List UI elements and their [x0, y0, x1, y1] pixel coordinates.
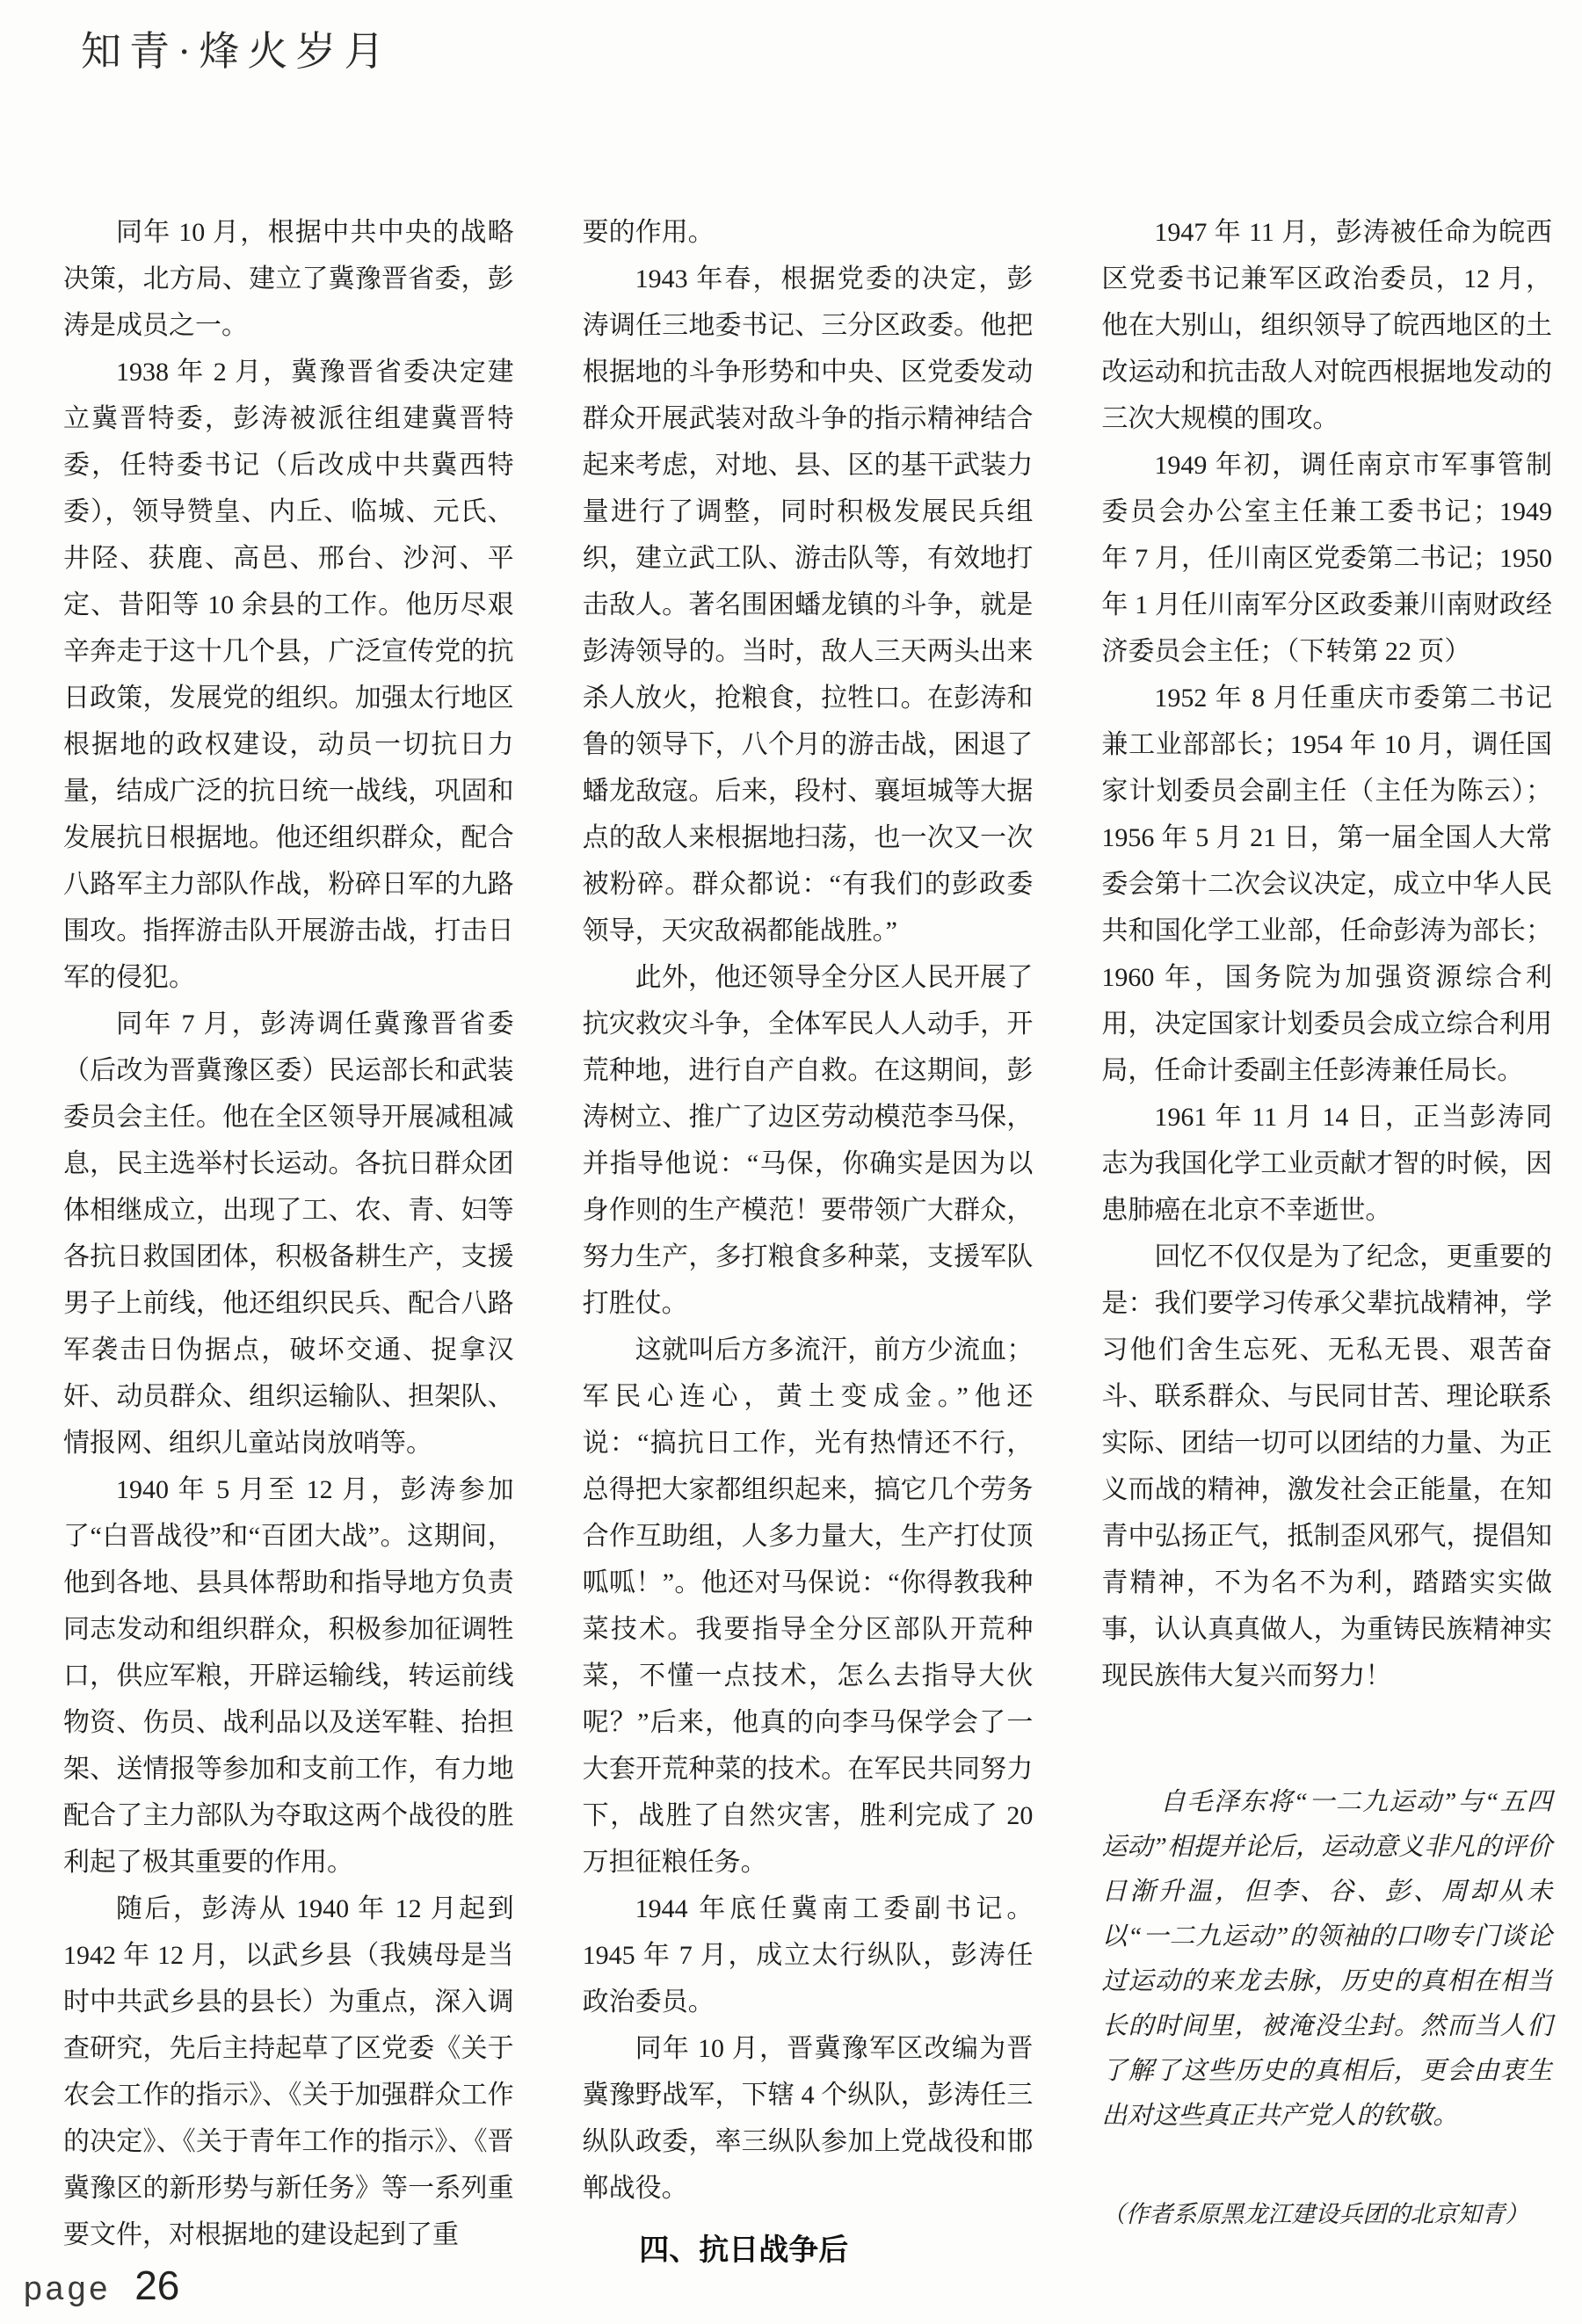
text-column: [1101, 209, 1552, 2274]
author-credit: （作者系原黑龙江建设兵团的北京知青）: [1101, 2201, 1529, 2227]
paragraph: 同年 7 月，彭涛调任冀豫晋省委（后改为晋冀豫区委）民运部长和武装委员会主任。他在全区领导开展减租减息，民主选举村长运动。各抗日群众团体相继成立，出现了工、农、青、妇等各抗日救国团体，积极备耕生产，支援男子上前线，他还组织民兵、配合八路军袭击日伪据点，破坏交通、捉拿汉奸、动员群众、组织运输队、担架队、情报网、组织儿童站岗放哨等。: [63, 1010, 514, 1458]
page-footer-label: page: [23, 2272, 111, 2310]
paragraph: 1944 年底任冀南工委副书记。1945 年 7 月，成立太行纵队，彭涛任政治委员。: [582, 1894, 1034, 2016]
paragraph: 自毛泽东将“一二九运动”与“五四运动”相提并论后，运动意义非凡的评价日渐升温，但李、谷、彭、周却从未以“一二九运动”的领袖的口吻专门谈论过运动的来龙去脉，历史的真相在相当长的时间里，被淹没尘封。然而当人们了解了这些历史的真相后，更会由衷生出对这些真正共产党人的钦敬。: [1101, 1788, 1553, 2130]
section-heading: 四、抗日战争后: [639, 2234, 849, 2267]
paragraph: 1938 年 2 月，冀豫晋省委决定建立冀晋特委，彭涛被派往组建冀晋特委，任特委书记（后改成中共冀西特委），领导赞皇、内丘、临城、元氏、井陉、获鹿、高邑、邢台、沙河、平定、昔阳等 10 余县的工作。他历尽艰辛奔走于这十几个县，广泛宣传党的抗日政策，发展党的组织。加强太行地区根据地的政权建设，动员一切抗日力量，结成广泛的抗日统一战线，巩固和发展抗日根据地。他还组织群众，配合八路军主力部队作战，粉碎日军的九路围攻。指挥游击队开展游击战，打击日军的侵犯。: [63, 358, 514, 992]
paragraph: 1952 年 8 月任重庆市委第二书记兼工业部部长；1954 年 10 月，调任国家计划委员会副主任（主任为陈云）；1956 年 5 月 21 日，第一届全国人大常委会第十二次会议决定，成立中华人民共和国化学工业部，任命彭涛为部长；1960 年，国务院为加强资源综合利用，决定国家计划委员会成立综合利用局，任命计委副主任彭涛兼任局长。: [1101, 684, 1553, 1085]
paragraph: 1961 年 11 月 14 日，正当彭涛同志为我国化学工业贡献才智的时候，因患肺癌在北京不幸逝世。: [1101, 1103, 1553, 1225]
page-footer: [23, 2262, 179, 2310]
paragraph: 回忆不仅仅是为了纪念，更重要的是：我们要学习传承父辈抗战精神，学习他们舍生忘死、无私无畏、艰苦奋斗、联系群众、与民同甘苦、理论联系实际、团结一切可以团结的力量、为正义而战的精神，激发社会正能量，在知青中弘扬正气，抵制歪风邪气，提倡知青精神，不为名不为利，踏踏实实做事，认认真真做人，为重铸民族精神实现民族伟大复兴而努力！: [1101, 1242, 1553, 1691]
text-column: [63, 209, 514, 2274]
paragraph: 随后，彭涛从 1940 年 12 月起到 1942 年 12 月，以武乡县（我姨母是当时中共武乡县的县长）为重点，深入调查研究，先后主持起草了区党委《关于农会工作的指示》、《关于加强群众工作的决定》、《关于青年工作的指示》、《晋冀豫区的新形势与新任务》等一系列重要文件，对根据地的建设起到了重: [63, 1894, 514, 2249]
page-header-title: 知青·烽火岁月: [81, 29, 393, 74]
paragraph: 此外，他还领导全分区人民开展了抗灾救灾斗争，全体军民人人动手，开荒种地，进行自产自救。在这期间，彭涛树立、推广了边区劳动模范李马保，并指导他说：“马保，你确实是因为以身作则的生产模范！要带领广大群众，努力生产，多打粮食多种菜，支援军队打胜仗。: [582, 963, 1034, 1318]
article-body: [63, 209, 1552, 2274]
page-number: 26: [134, 2262, 180, 2308]
paragraph: 1943 年春，根据党委的决定，彭涛调任三地委书记、三分区政委。他把根据地的斗争形势和中央、区党委发动群众开展武装对敌斗争的指示精神结合起来考虑，对地、县、区的基干武装力量进行了调整，同时积极发展民兵组织，建立武工队、游击队等，有效地打击敌人。著名围困蟠龙镇的斗争，就是彭涛领导的。当时，敌人三天两头出来杀人放火，抢粮食，拉牲口。在彭涛和鲁的领导下，八个月的游击战，困退了蟠龙敌寇。后来，段村、襄垣城等大据点的敌人来根据地扫荡，也一次又一次被粉碎。群众都说：“有我们的彭政委领导，天灾敌祸都能战胜。”: [582, 264, 1034, 945]
text-column: [583, 209, 1034, 2274]
paragraph: 1940 年 5 月至 12 月，彭涛参加了“白晋战役”和“百团大战”。这期间，他到各地、县具体帮助和指导地方负责同志发动和组织群众，积极参加征调牲口，供应军粮，开辟运输线，转运前线物资、伤员、战利品以及送军鞋、抬担架、送情报等参加和支前工作，有力地配合了主力部队为夺取这两个战役的胜利起了极其重要的作用。: [63, 1475, 514, 1877]
paragraph: 1947 年 11 月，彭涛被任命为皖西区党委书记兼军区政治委员，12 月，他在大别山，组织领导了皖西地区的土改运动和抗击敌人对皖西根据地发动的三次大规模的围攻。: [1101, 218, 1553, 433]
paragraph: 同年 10 月，根据中共中央的战略决策，北方局、建立了冀豫晋省委，彭涛是成员之一。: [63, 218, 514, 340]
paragraph: 同年 10 月，晋冀豫军区改编为晋冀豫野战军，下辖 4 个纵队，彭涛任三纵队政委，率三纵队参加上党战役和邯郸战役。: [582, 2034, 1034, 2203]
paragraph: 1949 年初，调任南京市军事管制委员会办公室主任兼工委书记；1949 年 7 月，任川南区党委第二书记；1950 年 1 月任川南军分区政委兼川南财政经济委员会主任；（下转第 22 页）: [1101, 451, 1553, 666]
paragraph: 这就叫后方多流汗，前方少流血；军民心连心，黄土变成金。”他还说：“搞抗日工作，光有热情还不行，总得把大家都组织起来，搞它几个劳务合作互助组，人多力量大，生产打仗顶呱呱！”。他还对马保说：“你得教我种菜技术。我要指导全分区部队开荒种菜，不懂一点技术，怎么去指导大伙呢？”后来，他真的向李马保学会了一大套开荒种菜的技术。在军民共同努力下，战胜了自然灾害，胜利完成了 20 万担征粮任务。: [582, 1336, 1034, 1877]
paragraph: 要的作用。: [582, 218, 715, 247]
